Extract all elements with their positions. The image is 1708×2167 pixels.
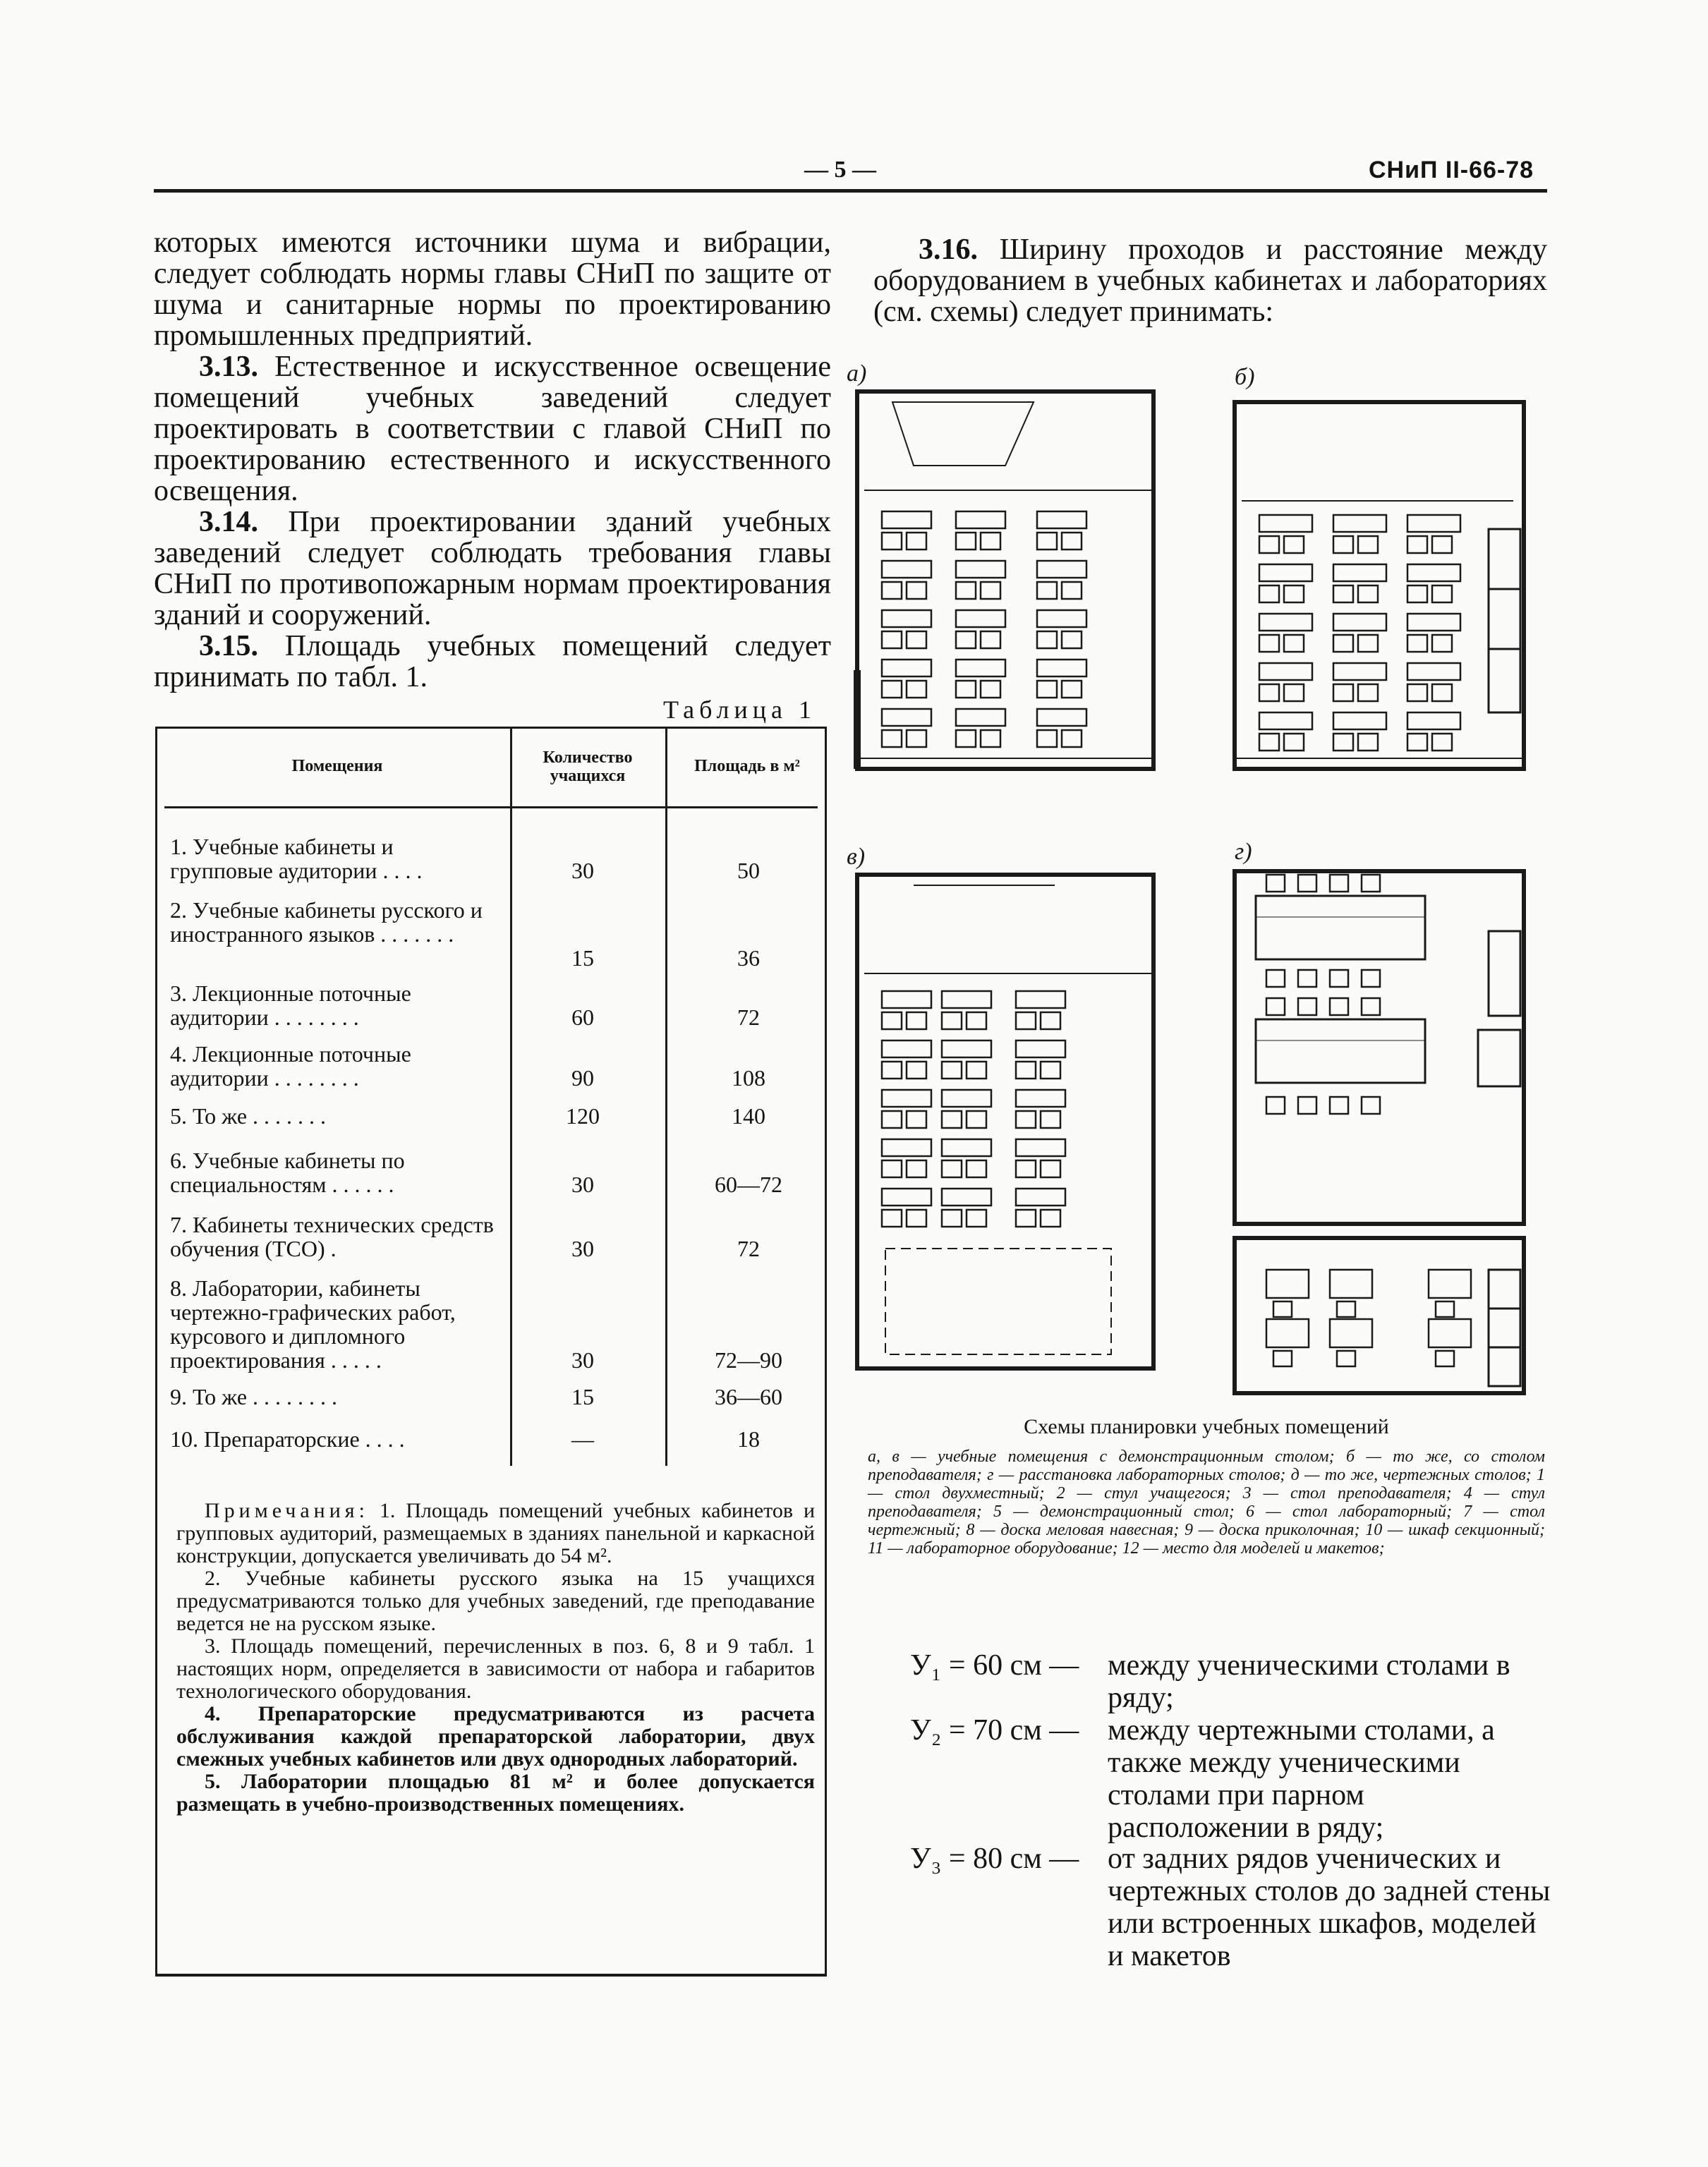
table-caption: Таблица 1 bbox=[663, 696, 816, 724]
section-number: 3.13. bbox=[199, 351, 258, 383]
paragraph-text: Естественное и искусственное освещение помещений учебных заведений следует проектировать в соответствии с главой СНиП по проектированию естественного и искусственного освещения. bbox=[154, 351, 832, 507]
section-number: 3.16. bbox=[919, 233, 978, 266]
classroom-layout-diagrams bbox=[843, 353, 1552, 1397]
column-divider bbox=[665, 729, 667, 1466]
paragraph-3-16 bbox=[873, 234, 1547, 327]
area-table: Помещения Количество учащихся Площадь в м² 1. Учебные кабинеты и групповые аудитории . . . . 30 50 2. Учебные кабинеты русского и иностранного языков . . . . . . . 15 36 3. Лекционные поточные аудитории . . . . . . . . 60 72 4. Лекционные поточные аудитории . . . . . . . . 90 108 5. То же . . . . . . . 120 140 6. Учебные кабинеты по специальностям . . . . . . 30 60—72 7. Кабинеты технических средств обучения (ТСО) . 30 72 8. Лаборатории, кабинеты чертежно-графических работ, курсового и дипломного проектирования . . . . . 30 72—90 9. То же . . . . . . . . 15 36—60 10. Препараторские . . . . — 18 bbox=[155, 727, 827, 1977]
plan-d-outline bbox=[1235, 871, 1524, 1224]
note-2: 2. Учебные кабинеты русского языка на 15 учащихся предусматриваются только для учебных заведений, где преподавание ведется не на русском языке. bbox=[176, 1567, 815, 1635]
note-1: Примечания: 1. Площадь помещений учебных кабинетов и групповых аудиторий, размещаемых в зданиях панельной и каркасной конструкции, допускается увеличивать до 54 м². bbox=[176, 1499, 815, 1567]
figure-caption: Схемы планировки учебных помещений bbox=[1024, 1415, 1389, 1438]
plan-e-outline bbox=[1235, 1238, 1524, 1393]
paragraph-3-15 bbox=[154, 631, 831, 693]
table-bottom-rule bbox=[155, 1974, 827, 1976]
note-5: 5. Лаборатории площадью 81 м² и более допускается размещать в учебно-производственных помещениях. bbox=[176, 1770, 815, 1816]
section-number: 3.14. bbox=[199, 506, 258, 538]
plan-b-label: б) bbox=[1235, 364, 1255, 390]
plan-c-label: в) bbox=[847, 844, 866, 870]
figure-legend: а, в — учебные помещения с демонстрационным столом; б — то же, со столом преподавателя; г — расстановка лабораторных столов; д — то же, чертежных столов; 1 — стол двухместный; 2 — стул учащегося; 3 — стол преподавателя; 4 — стул преподавателя; 5 — демонстрационный стол; 6 — стол лабораторный; 7 — стол чертежный; 8 — доска меловая навесная; 9 — доска приколочная; 10 — шкаф секционный; 11 — лабораторное оборудование; 12 — место для моделей и макетов; bbox=[868, 1447, 1545, 1558]
distance-y3: У₃ = 80 см — от задних рядов ученических и чертежных столов до задней стены или встроенных шкафов, моделей и макетов bbox=[910, 1843, 1551, 1972]
page-number: — 5 — bbox=[804, 157, 876, 183]
header-rule bbox=[154, 189, 1547, 193]
note-3: 3. Площадь помещений, перечисленных в поз. 6, 8 и 9 табл. 1 настоящих норм, определяется в зависимости от набора и габаритов технологического оборудования. bbox=[176, 1634, 815, 1703]
table-notes bbox=[176, 1500, 815, 1816]
distance-y1: У₁ = 60 см — между ученическими столами в ряду; bbox=[910, 1649, 1510, 1714]
distance-y2: У₂ = 70 см — между чертежными столами, а также между ученическими столами при парном расположении в ряду; bbox=[910, 1714, 1495, 1844]
paragraph-3-14 bbox=[154, 506, 831, 631]
header-divider bbox=[164, 806, 818, 808]
document-code: СНиП II-66-78 bbox=[1369, 157, 1534, 183]
left-text-column bbox=[154, 227, 831, 693]
paragraph-text: Ширину проходов и расстояние между оборудованием в учебных кабинетах и лабораториях (см. схемы) следует принимать: bbox=[873, 233, 1548, 328]
paragraph-text: Площадь учебных помещений следует принимать по табл. 1. bbox=[154, 630, 831, 693]
paragraph-3-13 bbox=[154, 351, 831, 506]
column-divider bbox=[510, 729, 512, 1466]
plan-d-label: г) bbox=[1235, 839, 1252, 865]
section-number: 3.15. bbox=[199, 630, 258, 662]
note-4: 4. Препараторские предусматриваются из расчета обслуживания каждой препараторской лаборатории, двух смежных учебных кабинетов или двух однородных лабораторий. bbox=[176, 1702, 815, 1771]
paragraph-text: При проектировании зданий учебных заведений следует соблюдать требования главы СНиП по противопожарным нормам проектирования зданий и сооружений. bbox=[154, 506, 831, 631]
paragraph-continuation: которых имеются источники шума и вибрации, следует соблюдать нормы главы СНиП по защите от шума и санитарные нормы по проектированию промышленных предприятий. bbox=[154, 226, 831, 352]
header-area: Площадь в м² bbox=[694, 757, 800, 775]
plan-a-label: а) bbox=[847, 360, 867, 387]
header-rooms: Помещения bbox=[291, 757, 383, 775]
header-students: Количество учащихся bbox=[543, 748, 633, 785]
